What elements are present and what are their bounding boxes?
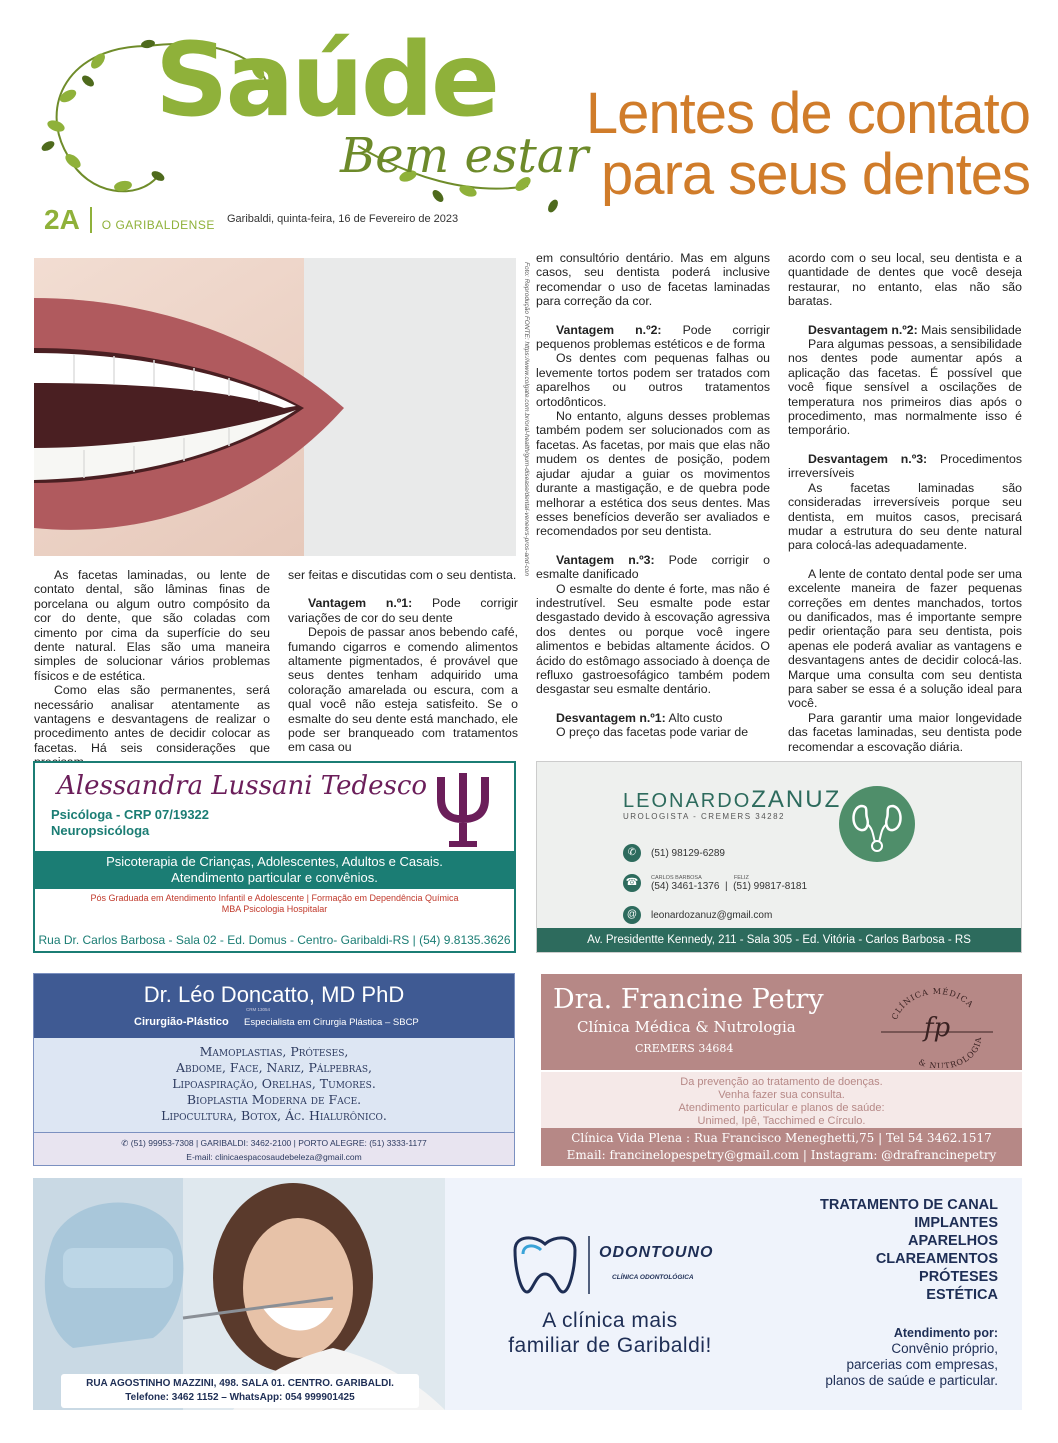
phone-icon: ☎ (623, 874, 641, 892)
paragraph: As facetas laminadas, ou lente de contato dental, são lâminas finas de porcelana ou algum outro compósito da cor do dente, que são coladas com cimento por cima da superfície do seu dente natural. Elas são uma maneira simples de solucionar vários problemas físicos e de estética. (34, 568, 270, 683)
folio-divider (90, 207, 92, 233)
paragraph: Para garantir uma maior longevidade das facetas laminadas, seu dentista pode recomendar a escovação diária. (788, 710, 1022, 754)
service-item: APARELHOS (908, 1233, 998, 1249)
tooth-logo-icon (505, 1230, 755, 1300)
contact-phones (34, 1136, 514, 1150)
smile-photo (34, 258, 516, 556)
monogram-text-bottom: & NUTROLOGIA (917, 1035, 984, 1068)
email-address: leonardozanuz@gmail.com (651, 909, 773, 921)
info-line: Unimed, Ipê, Tacchimed e Círculo. (697, 1115, 866, 1127)
subheading-vantagem-2 (536, 323, 770, 352)
headline-line-1: Lentes de contato (585, 81, 1030, 146)
dental-info-panel (445, 1178, 1022, 1410)
info-line: Venha fazer sua consulta. (718, 1089, 845, 1101)
paragraph: Depois de passar anos bebendo café, fumando cigarros e comendo alimentos altamente pigmentados, é provável que seus dentes tenham adquirido uma coloração amarelada ou escura, com a qual você não esteja satisfeito. Se o esmalte do seu dente está manchado, ele pode ser branqueado com tratamentos em casa ou (288, 625, 518, 755)
clinic-slogan (465, 1308, 755, 1358)
contact-whatsapp (623, 844, 725, 862)
phone-feliz: (51) 99817-8181 (733, 880, 808, 892)
label-feliz: FELIZ (733, 874, 749, 881)
article-column-4 (788, 251, 1022, 754)
newspaper-name: O GARIBALDENSE (101, 218, 215, 232)
paragraph: Para algumas pessoas, a sensibilidade nos dentes pode aumentar após a aplicação das facetas. É possível que você fique sensível a oscilações de temperatura nos primeiros dias após o procedimento, mas normalmente isso é temporário. (788, 337, 1022, 438)
page-folio (44, 204, 215, 236)
contact-phones (623, 874, 807, 892)
service-item: TRATAMENTO DE CANAL (819, 1197, 998, 1213)
specialization-line: Pós Graduada em Atendimento Infantil e Adolescente | Formação em Dependência Química (90, 893, 459, 903)
advertiser-name: Alessandra Lussani Tedesco (57, 771, 428, 801)
subheading-text: Procedimentos irreversíveis (788, 451, 1022, 481)
whatsapp-icon: ✆ (121, 1138, 131, 1148)
article-column-1 (34, 568, 270, 770)
service-line: Bioplastia Moderna de Face. (186, 1092, 362, 1107)
attendance-title: Atendimento por: (893, 1326, 998, 1340)
advertiser-address: Rua Dr. Carlos Barbosa - Sala 02 - Ed. Domus - Centro- Garibaldi-RS | (54) 9.8135.3626 (38, 933, 511, 947)
advertiser-name (623, 786, 841, 814)
subheading-vantagem-3 (536, 553, 770, 582)
subheading-desvantagem-2 (788, 323, 1022, 337)
clinic-info (541, 1072, 1022, 1128)
services-list (34, 1044, 514, 1124)
article-headline (560, 81, 1030, 207)
paragraph: No entanto, alguns desses problemas também podem ser solucionados com as facetas. As facetas, por mais que elas não mudem os dentes de posição, podem ajudar ajudar a guiar os movimentos durante a mastigação, e de quebra pode melhorar a estética dos seus dentes. Mas esses benefícios deverão ser avaliados e recomendados por seu dentista. (536, 409, 770, 539)
ad-header-band (541, 974, 1022, 1070)
contact-footer (541, 1128, 1022, 1166)
advertiser-registration: Psicóloga - CRP 07/19322 (51, 807, 210, 822)
paragraph: Os dentes com pequenas falhas ou levemente tortos podem ser tratados com aparelhos ou outros tratamentos ortodônticos. (536, 351, 770, 409)
ad-plastic-surgeon (33, 973, 515, 1166)
service-line: Mamoplastias, Próteses, (199, 1044, 349, 1059)
attendance-line: Convênio próprio, (891, 1341, 998, 1356)
specialization-line: MBA Psicologia Hospitalar (221, 904, 328, 914)
subheading-text: Pode corrigir pequenos problemas estéticos e de forma (536, 322, 770, 352)
ad-psychologist (33, 761, 516, 953)
paragraph: O esmalte do dente é forte, mas não é indestrutível. Seu esmalte pode estar desgastado devido à escovação agressiva dos dentes ou porque você ingere alimentos e bebidas altamente ácidos. O ácido do estômago associado à doença de refluxo gastroesofágico também podem desgastar seu esmalte dentário. (536, 581, 770, 697)
psi-symbol-icon (431, 769, 495, 849)
service-line: Lipocultura, Botox, Ác. Hialurônico. (161, 1108, 387, 1123)
ad-urologist (536, 761, 1022, 953)
clinic-email-instagram: Email: francinelopespetry@gmail.com | Instagram: @drafrancinepetry (566, 1148, 997, 1162)
advertiser-specialty: Especialista em Cirurgia Plástica – SBCP (244, 1017, 419, 1028)
service-item: PRÓTESES (919, 1269, 998, 1285)
subheading-desvantagem-3 (788, 452, 1022, 481)
contact-email (623, 906, 772, 924)
subheading-label: Vantagem n.º2: (556, 322, 662, 337)
monogram-text-top: CLÍNICA MÉDICA (889, 986, 976, 1022)
attendance-line: planos de saúde e particular. (825, 1373, 998, 1388)
attendance-line: parcerias com empresas, (846, 1357, 998, 1372)
ad-dental-clinic (33, 1178, 1022, 1410)
services-list (820, 1196, 998, 1304)
advertiser-crm: CREMERS 34684 (635, 1042, 734, 1055)
phones-text: (51) 99953-7308 | GARIBALDI: 3462-2100 | PORTO ALEGRE: (51) 3333-1177 (130, 1138, 427, 1148)
label-carlos-barbosa: CARLOS BARBOSA (651, 874, 702, 881)
kidney-logo-icon (837, 784, 917, 864)
whatsapp-number: (51) 98129-6289 (651, 847, 725, 859)
ad-header-band (34, 974, 514, 1038)
services-line: Atendimento particular e convênios. (171, 870, 378, 885)
advertiser-address: Av. Presidentte Kennedy, 211 - Sala 305 - Ed. Vitória - Carlos Barbosa - RS (537, 928, 1021, 952)
subheading-label: Vantagem n.º3: (556, 552, 655, 567)
advertiser-name: Dr. Léo Doncatto, MD PhD (143, 982, 405, 1007)
info-line: Da prevenção ao tratamento de doenças. (680, 1076, 883, 1088)
email-icon: @ (623, 906, 641, 924)
subheading-label: Desvantagem n.º3: (808, 451, 928, 466)
subheading-label: Desvantagem n.º1: (556, 710, 666, 725)
clinic-address: RUA AGOSTINHO MAZZINI, 498. SALA 01. CENTRO. GARIBALDI. (86, 1378, 394, 1389)
phone-group: CARLOS BARBOSA FELIZ (54) 3461-1376 | (51) 99817-8181 (651, 874, 808, 892)
contact-footer (34, 1132, 514, 1166)
subheading-vantagem-1 (288, 596, 518, 625)
subheading-text: Pode corrigir variações de cor do seu dente (288, 596, 518, 625)
service-line: Lipoaspiração, Orelhas, Tumores. (172, 1076, 376, 1091)
section-brand-title: Saúde (155, 21, 498, 140)
service-line: Abdome, Face, Nariz, Pálpebras, (175, 1060, 373, 1075)
slogan-line: familiar de Garibaldi! (508, 1334, 712, 1357)
advertiser-title: Cirurgião-Plástico (134, 1016, 229, 1028)
monogram-initials: fp (923, 1013, 951, 1043)
article-column-2 (288, 568, 518, 755)
clinic-address-box (61, 1374, 419, 1408)
photo-credit: Foto: Reprodução FONTE: https://www.colgate.com.br/oral-health/gum-disease/dental-veneers-pros-and-con (523, 262, 530, 576)
service-item: IMPLANTES (914, 1215, 998, 1231)
paragraph: acordo com o seu local, seu dentista e a quantidade de dentes que você deseja restaurar, no entanto, elas não são baratas. (788, 251, 1022, 309)
advertiser-role: UROLOGISTA - CREMERS 34282 (623, 812, 785, 821)
dateline: Garibaldi, quinta-feira, 16 de Fevereiro de 2023 (227, 213, 459, 225)
specializations (35, 893, 514, 915)
subheading-text: Mais sensibilidade (917, 322, 1022, 337)
contact-email: E-mail: clinicaespacosaudebeleza@gmail.com (186, 1152, 362, 1162)
clinic-brand-subtitle: CLÍNICA ODONTOLÓGICA (612, 1274, 694, 1281)
attendance-options (825, 1341, 998, 1389)
clinic-phones: Telefone: 3462 1152 – WhatsApp: 054 999901425 (125, 1392, 355, 1403)
advertiser-crm: CRM 13054 (246, 1007, 271, 1012)
name-last: ZANUZ (751, 786, 842, 813)
dentist-patient-photo (33, 1178, 445, 1410)
paragraph: ser feitas e discutidas com o seu dentista. (288, 568, 517, 582)
paragraph: As facetas laminadas são consideradas irreversíveis porque seu dentista, em muitos casos, precisará mudar a estrutura do seu dente natural para colocá-las adequadamente. (788, 480, 1022, 553)
monogram-logo-icon (877, 978, 997, 1068)
subheading-text: Pode corrigir o esmalte danificado (536, 552, 770, 582)
page-number: 2A (44, 204, 80, 235)
paragraph: O preço das facetas pode variar de (556, 725, 749, 740)
subheading-label: Vantagem n.º1: (308, 596, 413, 611)
paragraph: Como elas são permanentes, será necessário analisar atentamente as vantagens e desvantagens de realizar o procedimento antes de decidir colocar as facetas. Há seis considerações que (34, 683, 270, 755)
service-item: ESTÉTICA (926, 1287, 998, 1303)
clinic-brand: ODONTOUNO (599, 1244, 714, 1261)
subheading-label: Desvantagem n.º2: (808, 322, 918, 337)
page-header (0, 0, 1058, 250)
paragraph: em consultório dentário. Mas em alguns casos, seu dentista poderá inclusive recomendar o uso de facetas laminadas para correção da cor. (536, 251, 770, 309)
advertiser-role: Neuropsicóloga (51, 823, 150, 838)
services-line: Psicoterapia de Crianças, Adolescentes, Adultos e Casais. (106, 854, 443, 869)
clinic-address: Clínica Vida Plena : Rua Francisco Meneghetti,75 | Tel 54 3462.1517 (571, 1131, 992, 1145)
phone-carlos-barbosa: (54) 3461-1376 (651, 880, 720, 892)
services-band (35, 851, 514, 889)
name-first: LEONARDO (623, 790, 752, 812)
subheading-text: Alto custo (665, 710, 723, 725)
article-column-3 (536, 251, 770, 740)
subheading-desvantagem-1 (536, 711, 770, 725)
headline-line-2: para seus dentes (601, 141, 1030, 207)
info-line: Atendimento particular e planos de saúde: (678, 1102, 885, 1114)
paragraph: A lente de contato dental pode ser uma excelente maneira de fazer pequenas correções em dentes manchados, tortos ou danificados, mas é importante sempre pedir orientação para seu dentista, pois apenas ele poderá avaliar as vantagens e desvantagens antes de decidir colocá-las. Marque uma consulta com seu dentista para saber se essa é a solução ideal para você. (788, 566, 1022, 711)
advertiser-specialty: Clínica Médica & Nutrologia (577, 1018, 796, 1036)
slogan-line: A clínica mais (542, 1309, 678, 1332)
service-item: CLAREAMENTOS (875, 1251, 998, 1267)
ad-clinic-petry (541, 974, 1022, 1166)
advertiser-name: Dra. Francine Petry (553, 984, 824, 1015)
whatsapp-icon: ✆ (623, 844, 641, 862)
section-brand-script: Bem estar (340, 128, 589, 184)
